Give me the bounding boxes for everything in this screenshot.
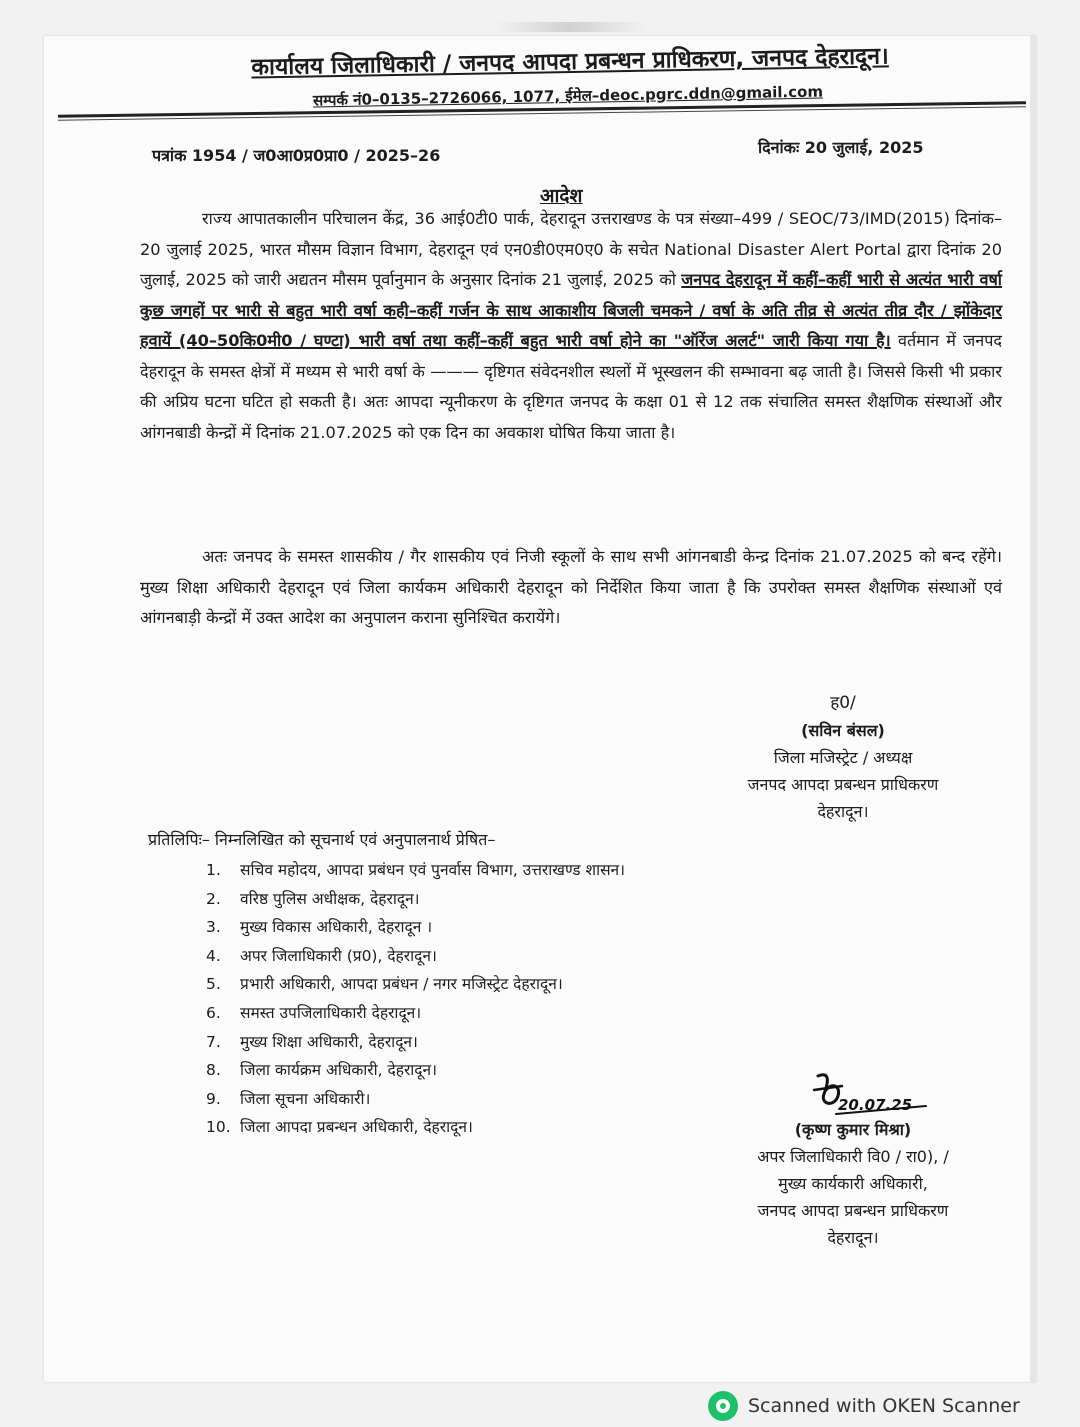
item-text: प्रभारी अधिकारी, आपदा प्रबंधन / नगर मजिस्ट्रेट देहरादून।	[240, 975, 563, 994]
item-number: 3.	[206, 918, 221, 937]
item-text: समस्त उपजिलाधिकारी देहरादून।	[240, 1003, 422, 1022]
order-paragraph-1	[140, 204, 1002, 448]
item-text: वरिष्ठ पुलिस अधीक्षक, देहरादून।	[240, 889, 420, 908]
list-item	[206, 1113, 625, 1142]
order-heading: आदेश	[540, 185, 583, 207]
paragraph-1-intro: राज्य आपातकालीन परिचालन केंद्र, 36 आई0टी0 पार्क, देहरादून उत्तराखण्ड के पत्र संख्या–499 / SEOC/73/IMD(2015) दिनांक–20 जुलाई 2025, भारत मौसम विज्ञान विभाग, देहरादून एवं एन0डी0एम0ए0 के सचेत National Disaster Alert Portal द्वारा दिनांक 20 जुलाई, 2025 को जारी अद्यतन मौसम पूर्वानुमान के अनुसार दिनांक 21 जुलाई, 2025 को	[140, 209, 1002, 289]
letter-date: दिनांकः 20 जुलाई, 2025	[758, 138, 924, 157]
signatory-place: देहरादून।	[817, 802, 869, 821]
list-item	[206, 885, 625, 914]
item-text: जिला सूचना अधिकारी।	[240, 1089, 371, 1108]
signatory-place: देहरादून।	[827, 1228, 879, 1247]
item-number: 5.	[206, 975, 221, 994]
office-contact-line: सम्पर्क नं0–0135–2726066, 1077, ईमेल–deoc.pgrc.ddn@gmail.com	[312, 82, 824, 110]
signed-mark: ह0/	[830, 693, 856, 713]
order-paragraph-2: अतः जनपद के समस्त शासकीय / गैर शासकीय एवं निजी स्कूलों के साथ सभी आंगनबाडी केन्द्र दिनांक 21.07.2025 को बन्द रहेंगे। मुख्य शिक्षा अधिकारी देहरादून एवं जिला कार्यकम अधिकारी देहरादून को निर्देशित किया जाता है कि उपरोक्त समस्त शैक्षणिक संस्थाओं एवं आंगनबाड़ी केन्द्रों में उक्त आदेश का अनुपालन कराना सुनिश्चित करायेंगे।	[140, 547, 1002, 627]
item-text: अपर जिलाधिकारी (प्र0), देहरादून।	[240, 946, 437, 965]
scan-smudge	[495, 22, 645, 32]
list-item	[206, 942, 625, 971]
item-text: सचिव महोदय, आपदा प्रबंधन एवं पुनर्वास विभाग, उत्तराखण्ड शासन।	[240, 861, 626, 879]
item-number: 4.	[206, 946, 221, 965]
signatory-designation: अपर जिलाधिकारी वि0 / रा0), /	[757, 1147, 949, 1166]
signatory-name: (सविन बंसल)	[801, 721, 885, 740]
paragraph-1-holiday-declaration: वर्तमान में जनपद देहरादून के समस्त क्षेत्रों में मध्यम से भारी वर्षा के ——— दृष्टिगत संवेदनशील स्थलों में भूस्खलन की सम्भावना बढ़ जाती है। जिससे किसी भी प्रकार की अप्रिय घटना घटित हो सकती है। अतः आपदा न्यूनीकरण के दृष्टिगत जनपद के कक्षा 01 से 12 तक संचालित समस्त शैक्षणिक संस्थाओं और आंगनबाडी केन्द्रों में दिनांक 21.07.2025 को एक दिन का अवकाश घोषित किया जाता है।	[140, 331, 1002, 442]
letter-reference-number: पत्रांक 1954 / ज0आ0प्र0प्रा0 / 2025–26	[152, 146, 441, 165]
item-number: 1.	[206, 861, 221, 879]
oken-scanner-logo-icon	[708, 1391, 738, 1421]
item-number: 9.	[206, 1089, 221, 1108]
item-text: मुख्य शिक्षा अधिकारी, देहरादून।	[240, 1032, 418, 1051]
list-item	[206, 999, 625, 1028]
additional-magistrate-signature-block	[722, 1116, 984, 1251]
item-number: 2.	[206, 889, 221, 908]
item-number: 8.	[206, 1061, 221, 1080]
list-item	[206, 1085, 625, 1114]
signature-date: 20.07.25	[838, 1096, 913, 1114]
district-magistrate-signature-block	[718, 690, 968, 825]
item-number: 6.	[206, 1003, 221, 1022]
list-item	[206, 856, 625, 885]
signatory-role: मुख्य कार्यकारी अधिकारी,	[778, 1174, 928, 1193]
scanner-watermark	[708, 1390, 1020, 1422]
scanner-label: Scanned with OKEN Scanner	[748, 1395, 1020, 1417]
signatory-authority: जनपद आपदा प्रबन्धन प्राधिकरण	[757, 1201, 949, 1220]
list-item	[206, 1056, 625, 1085]
signatory-designation: जिला मजिस्ट्रेट / अध्यक्ष	[773, 748, 913, 767]
signatory-authority: जनपद आपदा प्रबन्धन प्राधिकरण	[747, 775, 939, 794]
copy-to-list	[206, 856, 625, 1142]
orange-alert-text: जनपद देहरादून में कहीं–कहीं भारी से अत्यंत भारी वर्षा कुछ जगहों पर भारी से बहुत भारी वर्षा कही–कहीं गर्जन के साथ आकाशीय बिजली चमकने / वर्षा के अति तीव्र से अत्यंत तीव्र दौर / झोंकेदार हवायें (40–50कि0मी0 / घण्टा) भारी वर्षा तथा कहीं–कहीं बहुत भारी वर्षा होने का "ऑरेंज अलर्ट" जारी किया गया है।	[140, 270, 1003, 350]
item-text: मुख्य विकास अधिकारी, देहरादून ।	[240, 918, 433, 937]
item-number: 10.	[206, 1118, 231, 1137]
list-item	[206, 913, 625, 942]
item-text: जिला कार्यक्रम अधिकारी, देहरादून।	[240, 1061, 438, 1080]
list-item	[206, 1028, 625, 1057]
office-header-title: कार्यालय जिलाधिकारी / जनपद आपदा प्रबन्धन प्राधिकरण, जनपद देहरादून।	[251, 43, 889, 81]
copy-to-heading: प्रतिलिपिः– निम्नलिखित को सूचनार्थ एवं अनुपालनार्थ प्रेषित–	[148, 830, 496, 849]
list-item	[206, 970, 625, 999]
item-text: जिला आपदा प्रबन्धन अधिकारी, देहरादून।	[240, 1118, 473, 1137]
item-number: 7.	[206, 1032, 221, 1051]
page-edge	[1030, 36, 1036, 1382]
signatory-name: (कृष्ण कुमार मिश्रा)	[794, 1120, 912, 1139]
